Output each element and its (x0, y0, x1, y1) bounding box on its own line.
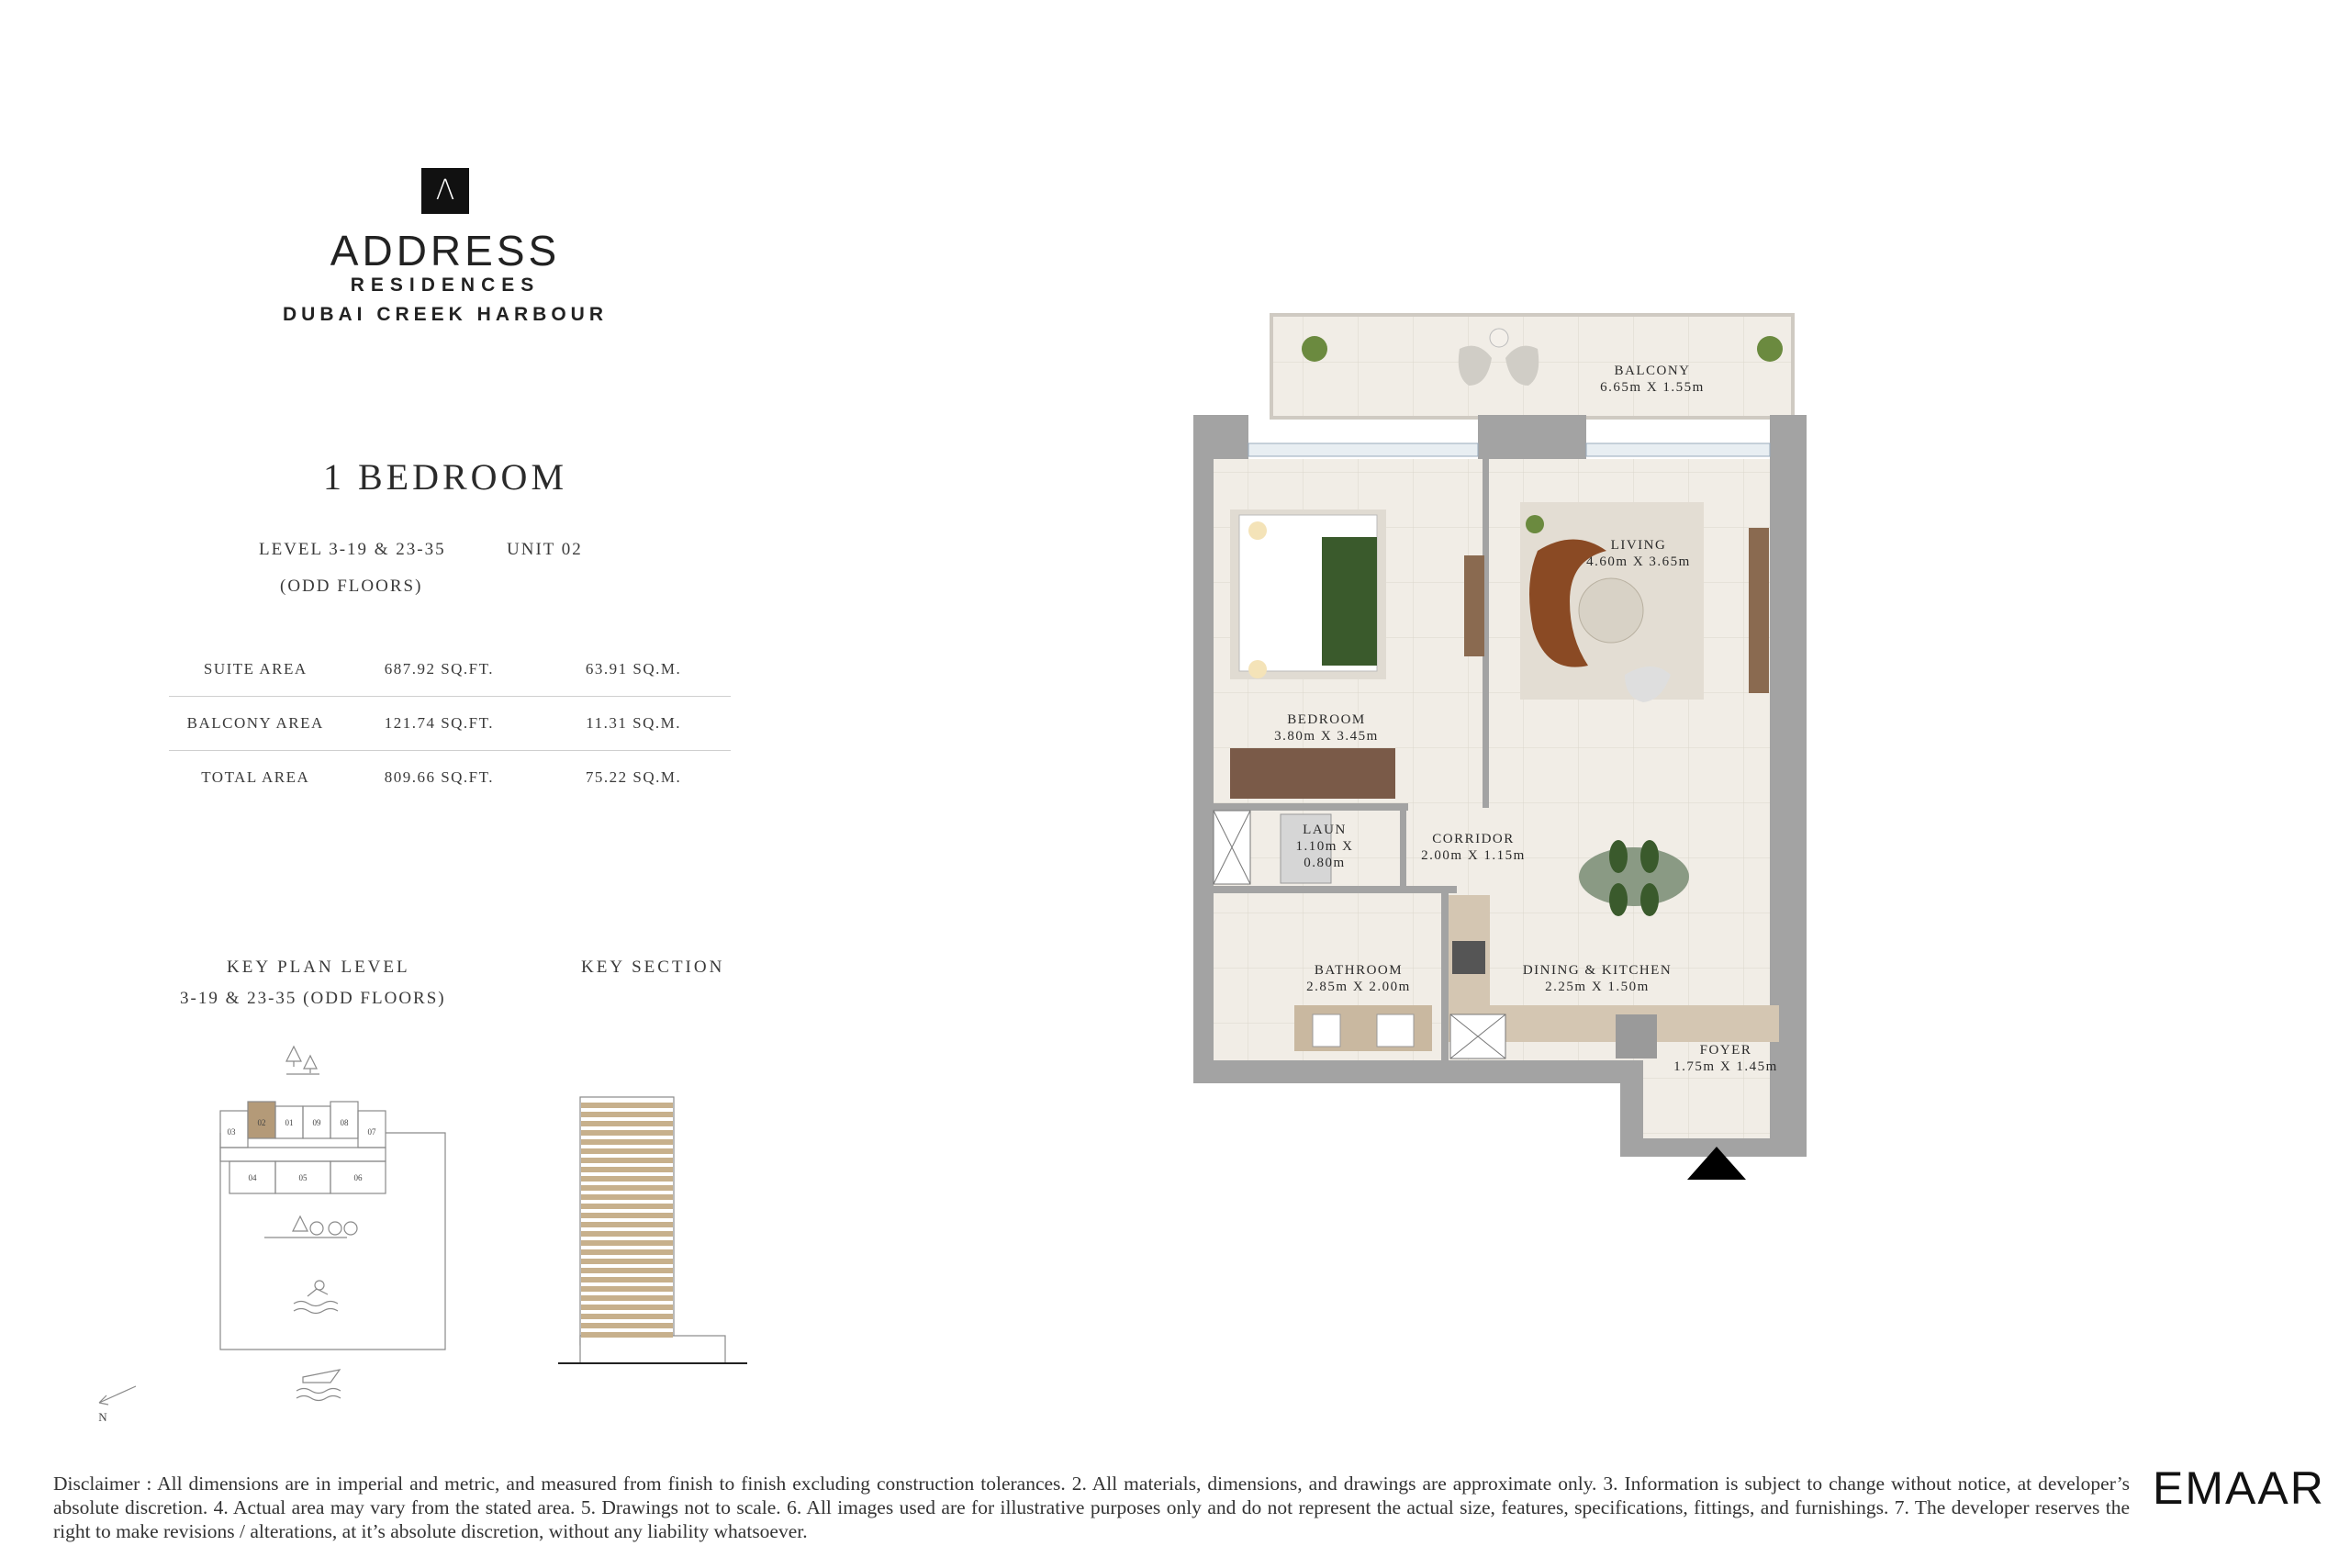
section-floor-band (581, 1194, 673, 1200)
area-sqft: 687.92 SQ.FT. (384, 660, 494, 678)
lamp-icon (1248, 660, 1267, 678)
swimming-pool-icon (294, 1281, 338, 1314)
area-label: BALCONY AREA (169, 697, 341, 751)
area-sqm: 11.31 SQ.M. (536, 697, 731, 751)
key-unit-label: 09 (312, 1118, 321, 1127)
area-sqft: 809.66 SQ.FT. (341, 751, 536, 805)
bed-throw (1322, 537, 1377, 666)
room-label-dining-kitchen: DINING & KITCHEN 2.25m X 1.50m (1522, 963, 1673, 994)
section-floor-band (581, 1259, 673, 1264)
section-floor-band (581, 1167, 673, 1172)
section-floor-band (581, 1148, 673, 1154)
developer-logo: EMAAR (2153, 1462, 2325, 1514)
section-floor-band (581, 1176, 673, 1182)
dining-table (1579, 847, 1689, 906)
brand-logo-mark: Λ (421, 168, 469, 214)
section-floor-band (581, 1332, 673, 1338)
tv-unit (1464, 555, 1484, 656)
section-floor-band (581, 1268, 673, 1273)
north-arrow-icon (99, 1386, 136, 1405)
key-unit-label: 04 (248, 1173, 257, 1182)
trees-icon (264, 1216, 357, 1238)
section-floor-band (581, 1314, 673, 1319)
area-sqm: 75.22 SQ.M. (536, 751, 731, 805)
room-label-laun: LAUN 1.10m X 0.80m (1295, 823, 1354, 870)
key-plan-subtitle: 3-19 & 23-35 (ODD FLOORS) (180, 989, 446, 1008)
key-unit-label: 05 (298, 1173, 308, 1182)
key-unit-label: 02 (257, 1118, 266, 1127)
unit-number: UNIT 02 (507, 540, 583, 559)
section-floor-band (581, 1249, 673, 1255)
north-label: N (98, 1410, 107, 1423)
disclaimer-text: Disclaimer : All dimensions are in imperial and metric, and measured from finish to finish excluding construction tolerances. 2. All materials, dimensions, and drawings are approximate only. 3. Information is subject to change without notice, at developer’s absolute discretion. 4. Actual area may vary from the stated area. 5. Drawings not to scale. 6. All images used are for illustrative purposes only and do not represent the actual size, features, specifications, fittings, and furnishings. 7. The developer reserves the right to make revisions / alterations, at it’s absolute discretion, without any liability whatsoever. (53, 1473, 2130, 1542)
section-floor-band (581, 1323, 673, 1328)
key-unit-label: 07 (367, 1127, 376, 1137)
section-floor-band (581, 1286, 673, 1292)
area-table (169, 643, 731, 804)
unit-floors: (ODD FLOORS) (280, 577, 423, 596)
section-floor-band (581, 1231, 673, 1237)
boat-icon (297, 1370, 341, 1401)
section-floor-band (581, 1185, 673, 1191)
room-label-bedroom: BEDROOM 3.80m X 3.45m (1274, 712, 1379, 744)
section-floor-band (581, 1240, 673, 1246)
unit-level: LEVEL 3-19 & 23-35 (259, 540, 446, 559)
key-section-drawing (551, 1088, 762, 1372)
hob-icon (1452, 941, 1485, 974)
toilet-icon (1377, 1014, 1414, 1047)
room-label-corridor: CORRIDOR 2.00m X 1.15m (1421, 832, 1526, 863)
section-floor-band (581, 1204, 673, 1209)
area-label: SUITE AREA (203, 660, 308, 678)
room-label-bathroom: BATHROOM 2.85m X 2.00m (1306, 963, 1411, 994)
side-table (1490, 329, 1508, 347)
room-label-balcony: BALCONY 6.65m X 1.55m (1600, 364, 1705, 395)
plant-icon (1302, 336, 1327, 362)
brand-name: ADDRESS (330, 227, 561, 274)
section-floor-band (581, 1121, 673, 1126)
section-floor-band (581, 1213, 673, 1218)
section-floor-band (581, 1222, 673, 1227)
key-unit-label: 03 (227, 1127, 236, 1137)
tree-icon (286, 1047, 319, 1074)
area-sqm: 63.91 SQ.M. (585, 660, 682, 678)
plant-icon (1526, 515, 1544, 533)
section-floor-band (581, 1295, 673, 1301)
fridge (1616, 1014, 1657, 1058)
key-unit-label: 06 (353, 1173, 363, 1182)
lamp-icon (1248, 521, 1267, 540)
room-label-living: LIVING 4.60m X 3.65m (1586, 538, 1691, 569)
section-floor-band (581, 1277, 673, 1282)
brand-location: DUBAI CREEK HARBOUR (282, 304, 608, 325)
section-floor-band (581, 1130, 673, 1136)
coffee-table (1579, 578, 1643, 643)
key-section-title: KEY SECTION (581, 958, 725, 977)
table-row (169, 643, 731, 697)
area-label: TOTAL AREA (169, 751, 341, 805)
room-label-foyer: FOYER 1.75m X 1.45m (1673, 1043, 1778, 1074)
key-plan-drawing (83, 1028, 468, 1423)
table-row (169, 697, 731, 751)
section-floor-band (581, 1112, 673, 1117)
section-floor-band (581, 1139, 673, 1145)
table-row (169, 751, 731, 805)
wardrobe (1230, 748, 1395, 799)
key-unit-label: 01 (285, 1118, 294, 1127)
section-floor-band (581, 1103, 673, 1108)
key-plan-title: KEY PLAN LEVEL (227, 958, 410, 977)
section-floor-band (581, 1158, 673, 1163)
tv-unit (1749, 528, 1769, 693)
brand-subtitle: RESIDENCES (350, 274, 541, 296)
unit-type-title: 1 BEDROOM (322, 456, 568, 498)
area-sqft: 121.74 SQ.FT. (341, 697, 536, 751)
section-floor-band (581, 1305, 673, 1310)
plant-icon (1757, 336, 1783, 362)
key-unit-label: 08 (340, 1118, 349, 1127)
